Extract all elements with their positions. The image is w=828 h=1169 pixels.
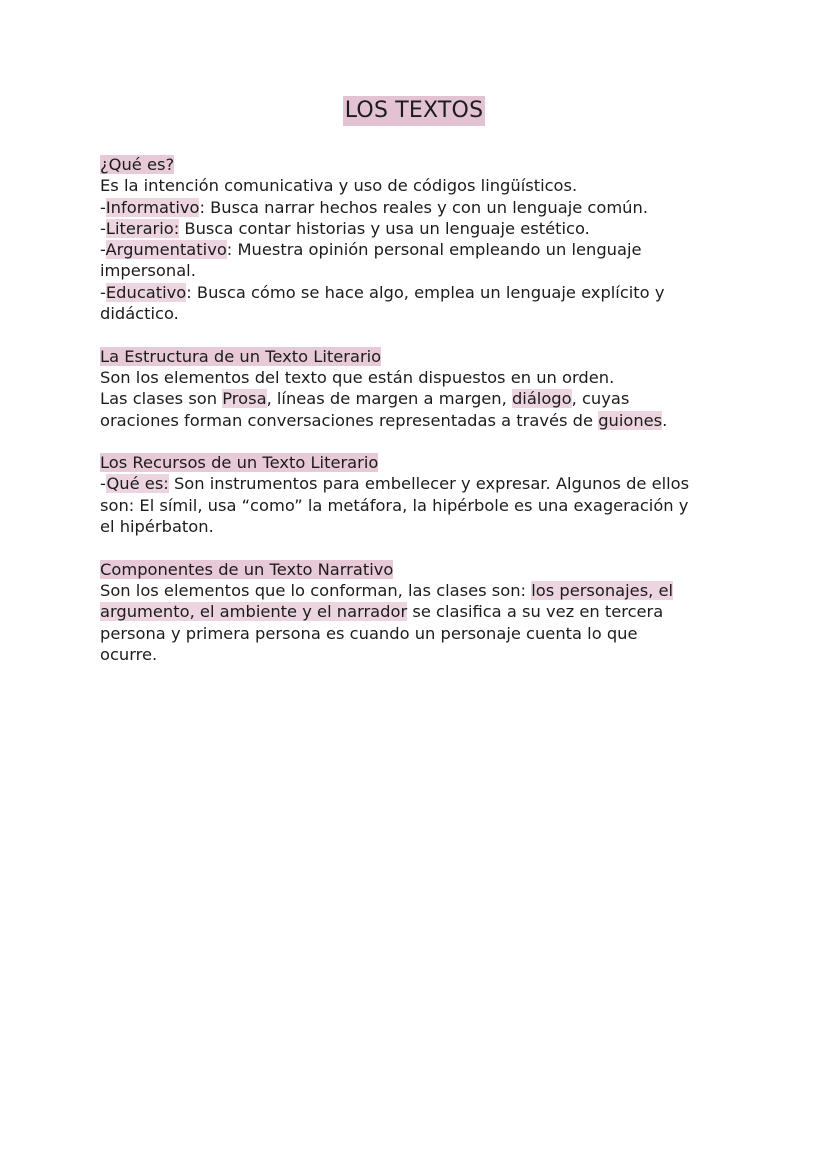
paragraph-line: ocurre. [100,644,158,664]
section-recursos [100,452,730,537]
text-run: : Busca cómo se hace algo, emplea un lenguaje explícito y [186,282,665,302]
paragraph-line: el hipérbaton. [100,517,214,537]
text-run: se clasifica a su vez en tercera [407,602,664,622]
text-run: : Muestra opinión personal empleando un lenguaje [226,240,642,260]
section-heading-line [100,559,730,580]
section-estructura [100,346,730,431]
paragraph-line: Son los elementos del texto que están dispuestos en un orden. [100,367,615,387]
highlighted-term: diálogo [511,389,572,409]
section-componentes [100,559,730,665]
paragraph-line [100,239,730,260]
paragraph-line [100,197,730,218]
paragraph-line [100,473,730,494]
section-heading: La Estructura de un Texto Literario [100,346,382,366]
highlighted-term: Argumentativo [105,240,227,260]
text-run: - [100,474,107,494]
text-run: , cuyas [571,389,630,409]
section-heading: Componentes de un Texto Narrativo [100,559,394,579]
text-run: Busca contar historias y usa un lenguaje estético. [179,218,590,238]
highlighted-term: Qué es: [106,474,169,494]
paragraph-line [100,388,730,409]
page-title: LOS TEXTOS [343,96,486,126]
paragraph-line: persona y primera persona es cuando un personaje cuenta lo que [100,623,638,643]
text-run: - [100,218,106,238]
text-run: oraciones forman conversaciones representadas a través de [100,410,599,430]
paragraph-line: son: El símil, usa “como” la metáfora, la hipérbole es una exageración y [100,495,689,515]
paragraph-line [100,580,730,601]
text-run: - [100,282,106,302]
paragraph-line: didáctico. [100,304,179,324]
highlighted-term: argumento, el ambiente y el narrador [100,602,408,622]
text-run: , líneas de margen a margen, [266,389,512,409]
text-run: : Busca narrar hechos reales y con un lenguaje común. [199,197,648,217]
text-run: Son instrumentos para embellecer y expresar. Algunos de ellos [168,474,690,494]
text-run: . [662,410,668,430]
highlighted-term: guiones [598,410,663,430]
section-heading: ¿Qué es? [100,155,175,174]
highlighted-term: Educativo [105,282,187,302]
highlighted-term: Prosa [222,389,267,409]
text-run: - [100,240,106,260]
paragraph-line: impersonal. [100,261,196,281]
paragraph-line: Es la intención comunicativa y uso de códigos lingüísticos. [100,176,578,196]
document-body [100,154,730,686]
section-heading-line [100,154,730,175]
text-run: - [100,197,106,217]
paragraph-line [100,410,730,431]
section-heading-line [100,452,730,473]
section-heading: Los Recursos de un Texto Literario [100,453,379,473]
highlighted-term: Informativo [105,197,200,217]
highlighted-term: los personajes, el [531,580,674,600]
paragraph-line [100,218,730,239]
text-run: Son los elementos que lo conforman, las clases son: [100,580,532,600]
title-wrap [0,96,828,126]
paragraph-line [100,601,730,622]
highlighted-term: Literario: [105,218,180,238]
text-run: Las clases son [100,389,223,409]
paragraph-line [100,282,730,303]
section-heading-line [100,346,730,367]
section-que-es [100,154,730,324]
